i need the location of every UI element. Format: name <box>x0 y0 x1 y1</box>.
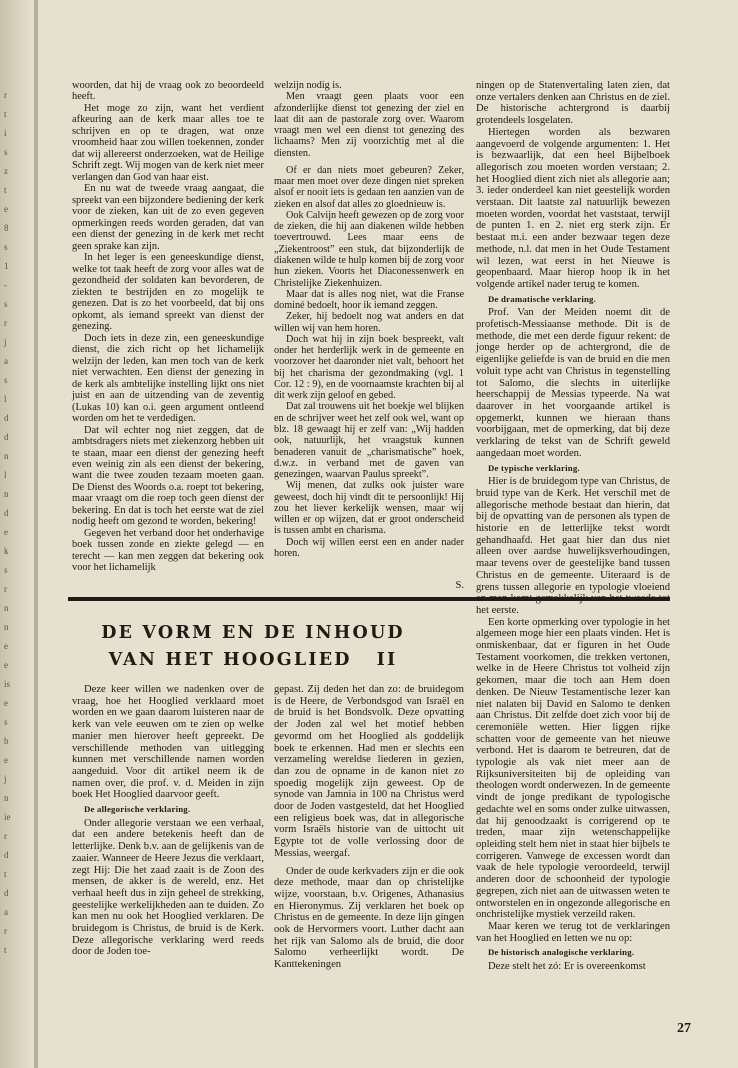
section-subheading: De typische verklaring. <box>488 462 580 473</box>
article-signature: S. <box>455 580 464 591</box>
facing-page-fragment: t <box>4 869 7 879</box>
facing-page-fragment: d <box>4 508 9 518</box>
article-signature-column <box>274 580 464 592</box>
book-spine <box>34 0 38 1068</box>
facing-page-fragment: e <box>4 527 8 537</box>
facing-page-fragment: r <box>4 831 7 841</box>
paragraph: Onder de oude kerkvaders zijn er die ook deze methode, maar dan op christelijke wijze, voorstaan, b.v. Origenes, Athanasius en Hieronymus. Zij verklaren het boek op Christus en de gemeente. In deze lijn gingen ook de Hervormers voort. Luther dacht aan het rijk van Salomo als de bruid, die door Salomo verheerlijkt wordt. De Kanttekeningen <box>274 865 464 971</box>
facing-page-fragment: n <box>4 489 9 499</box>
section-divider-rule <box>68 597 670 601</box>
facing-page-fragment: j <box>4 337 7 347</box>
paragraph: gepast. Zij deden het dan zo: de bruidegom is de Heere, de Verbondsgod van Israël en de bruid is het Bondsvolk. Deze opvatting der Joden zal wel het motief hebben gevormd om het Hooglied als goddelijk boek te erkennen. Had men er slechts een verzameling wereldse liederen in gezien, dan zou de opname in de kanon niet zo spoedig mogelijk zijn geweest. Op de synode van Jamnia in 100 na Christus werd door de Joden vastgesteld, dat het Hooglied een religieus boek was, dat in allegorische vorm Israëls historie van de uittocht uit Egypte tot de volle verlossing door de Messias, weergaf. <box>274 684 464 859</box>
paragraph: Zeker, hij bedoelt nog wat anders en dat willen wij van hem horen. <box>274 311 464 334</box>
facing-page-fragment: s <box>4 147 8 157</box>
paragraph: Prof. Van der Meiden noemt dit de profetisch-Messiaanse methode. Dit is de methode, die met een derde figuur rekent: de jonge herder op de achtergrond, die de eigenlijke geliefde is van de bruid en die men voluit type acht van Christus in tegenstelling tot Salomo, die slechts in uiterlijke heerschappij de Messias typeerde. Na wat daarover in het voorgaande artikel is opgemerkt, kunnen we hieraan thans voorbijgaan, met de opmerking, dat bij deze verklaring de tekst van de Schrift geweld aangedaan moet worden. <box>476 307 670 459</box>
paragraph: Dat wil echter nog niet zeggen, dat de ambtsdragers niets met ziekenzorg hebben uit te staan, maar een dienst der genezing heeft even weinig zin als een dienst der bekering, want die twee zouden tezaam moeten gaan. De Dienst des Woords o.a. roept tot bekering, maar vraagt om die roep toch geen dienst der bekering. En dat is toch het eerste wat de ziel nodig heeft om gezond te worden, bekering! <box>72 424 264 528</box>
facing-page-fragment: r <box>4 90 7 100</box>
facing-page-fragment: n <box>4 451 9 461</box>
article-column-bottom-middle <box>274 684 464 971</box>
facing-page-fragment: e <box>4 660 8 670</box>
paragraph: Of er dan niets moet gebeuren? Zeker, maar men moet over deze dingen niet spreken alsof er nooit iets is gedaan ten aanzien van de zieken en alsof dat alles zo gloednieuw is. <box>274 164 464 210</box>
paragraph: Onder allegorie verstaan we een verhaal, dat een andere betekenis heeft dan de letterlijke. Denk b.v. aan de gelijkenis van de zaaier. Wanneer de Heere Jezus die verklaart, zegt Hij: Die het zaad zaait is de Zoon des mensen, de akker is de wereld, enz. Het verhaal heeft dus in zijn geheel de strekking, geestelijke werkelijkheden aan te duiden. Zo kan men nu ook het Hooglied verklaren. De bruidegom is Christus, de bruid is de Kerk. Deze allegorische verklaring werd reeds door de Joden toe- <box>72 817 264 958</box>
paragraph: En nu wat de tweede vraag aangaat, die spreekt van een bijzondere bediening der kerk voor de zieken, kan uit de zo even gegeven opmerkingen reeds worden geraden, dat van een dienst der genezing in de kerk met recht geen sprake kan zijn. <box>72 183 264 252</box>
facing-page-fragment: s <box>4 717 8 727</box>
paragraph: Het moge zo zijn, want het verdient afkeuring aan de kerk maar alles toe te schrijven en op te dragen, wat onze vroomheid haar zou willen toekennen, zonder dat wij allereerst onderzoeken, wat de Heilige Schrift zegt. Wij mogen van de kerk niet meer verlangen dan God van haar eist. <box>72 102 264 183</box>
facing-page-fragment: e <box>4 698 8 708</box>
facing-page-fragment: s <box>4 242 8 252</box>
facing-page-fragment: s <box>4 565 8 575</box>
facing-page-fragment: a <box>4 356 8 366</box>
paragraph: Dat zal trouwens uit het boekje wel blijken en de schrijver weet het zelf ook wel, want op blz. 18 gewaagt hij er zelf van: „Wij hadden ook, natuurlijk, het vraagstuk kunnen benaderen vanuit de „charismatische” hoek, d.w.z. in verband met de gaven van genezingen, waarvan Paulus spreekt”. <box>274 401 464 481</box>
paragraph: Hiertegen worden als bezwaren aangevoerd de volgende argumenten: 1. Het is bezwaarlijk, dat een heel Bijbelboek allegorisch zou moeten worden verstaan; 2. het Hooglied dient zich niet als allegorie aan; 3. ieder onderdeel kan niet geestelijk worden verstaan. Dit laatste zal natuurlijk bewezen moeten worden, voordat het vaststaat, terwijl de punten 1. en 2. niet erg sterk zijn. Er bestaat m.i. een ander bezwaar tegen deze methode, n.l. dat men in het Oude Testament wil lezen, wat eerst in het Nieuwe is geopenbaard. Maar hierop hoop ik in het volgende artikel nader terug te komen. <box>476 126 670 290</box>
facing-page-fragment: s <box>4 375 8 385</box>
facing-page-fragment: z <box>4 166 8 176</box>
section-subheading: De historisch analogische verklaring. <box>488 947 635 958</box>
facing-page-fragment: ie <box>4 812 11 822</box>
article-column-top-middle <box>274 80 464 559</box>
paragraph: Doch wat hij in zijn boek bespreekt, valt onder het herderlijk werk in de gemeente en voorzover het daaronder niet valt, behoort het bij het charisma der gezondmaking (vgl. 1 Cor. 12 : 9), en de voornaamste krachten bij al dit werk zijn geloof en gebed. <box>274 333 464 402</box>
page-number: 27 <box>677 1021 691 1036</box>
paragraph: In het leger is een geneeskundige dienst, welke tot taak heeft de zorg voor alles wat de gezondheid der soldaten kan bevorderen, de ziekten te bestrijden en zo mogelijk te genezen. Dat is zo het voorbeeld, dat bij ons opkomt, als iemand spreekt van dienst der genezing. <box>72 252 264 333</box>
paragraph: Maar keren we terug tot de verklaringen van het Hooglied en letten we nu op: <box>476 920 670 944</box>
facing-page-fragment: d <box>4 850 9 860</box>
facing-page-fragment: r <box>4 584 7 594</box>
headline-line-2: VAN HET HOOGLIED II <box>108 650 398 670</box>
section-subheading: De allegorische verklaring. <box>84 804 191 815</box>
paragraph: Hier is de bruidegom type van Christus, de bruid type van de Kerk. Het verschil met de allegorische methode bestaat dan hierin, dat bij de opvatting van de personen als typen de historie en de letterlijke tekst wordt gehandhaafd. Het gaat hier dan dus niet alleen over aardse huwelijksverhoudingen, maar tevens over de geestelijke band tussen Christus en de gemeente. Uiteraard is de grens tussen allegorie en typologie vloeiend het eerste. <box>476 476 670 616</box>
facing-page-fragment: t <box>4 945 7 955</box>
facing-page-fragment: d <box>4 413 9 423</box>
facing-page-fragment: d <box>4 888 9 898</box>
facing-page-fragment: l <box>4 394 7 404</box>
facing-page-fragment: l <box>4 470 7 480</box>
article-column-bottom-left <box>72 684 264 958</box>
facing-page-fragment: r <box>4 926 7 936</box>
paragraph: Maar dat is alles nog niet, wat die Franse dominé bedoelt, hoor ik iemand zeggen. <box>274 288 464 312</box>
facing-page-fragment: i <box>4 128 7 138</box>
paragraph: Een korte opmerking over typologie in het algemeen moge hier een plaats vinden. Het is onmiskenbaar, dat er figuren in het Oude Testament voorkomen, die trekken vertonen, welke in de Heere Christus tot volheid zijn gekomen, maar die toch aan Hem doen denken. De Nieuw Testamentische lezer kan niet nalaten bij David en Salomo te denken aan Christus. Dit zelfde doet zich voor bij de ceremoniële wetten. Hier liggen rijke schatten voor de gemeente van het nieuwe verbond. Het is daarom te betreuren, dat de typologie als vak niet meer aan de Rijksuniversiteiten bij de opleiding van theologen wordt onderwezen. In de gemeente vindt de jonge predikant de typologische gedachte wel en soms onder zulke uitwassen, dat hij genoodzaakt is corrigerend op te treden, maar zijn wetenschappelijke opleiding stelt hem niet in staat hier bijbels te corrigeren. Vanwege de excessen wordt dan vaak de hele typologie veroordeeld, terwijl anderen door de schoonheid der typologie gegrepen, zich niet aan de uitwassen weten te ontworstelen en in ongezonde allegorische en onchristelijke mystiek verzeild raken. <box>476 616 670 921</box>
paragraph: Deze keer willen we nadenken over de vraag, hoe het Hooglied verklaard moet worden en we gaan daarom luisteren naar de kerk van vele eeuwen om te zien op welke manier men hierover heeft gepreekt. De verschillende methoden van uitlegging kunnen met verschillende namen worden aangeduid. Voor dit artikel neem ik de namen over, die prof. v. d. Meiden in zijn boek Het Hooglied daarvoor geeft. <box>72 684 264 801</box>
facing-page-fragment: n <box>4 793 9 803</box>
paragraph: Men vraagt geen plaats voor een afzonderlijke dienst tot genezing der ziel en laat dit aan de pastorale zorg over. Waarom vraagt men wel een dienst tot genezing des lichaams? Men zij voorzichtig met al die diensten. <box>274 91 464 159</box>
facing-page-fragment: s <box>4 299 8 309</box>
facing-page-fragment: a <box>4 907 8 917</box>
facing-page-fragment: b <box>4 736 9 746</box>
article-column-right <box>476 80 670 973</box>
facing-page-fragment: k <box>4 546 9 556</box>
facing-page-fragment: e <box>4 755 8 765</box>
paragraph: Wij menen, dat zulks ook juister ware geweest, doch hij vindt dit te persoonlijk! Hij zou het liever kerkelijk wensen, maar wij willen er op wijzen, dat er groot onderscheid is tussen ambt en charisma. <box>274 480 464 537</box>
facing-page-fragment: n <box>4 603 9 613</box>
paragraph: woorden, dat hij de vraag ook zo beoordeeld heeft. <box>72 80 264 103</box>
facing-page-fragment: j <box>4 774 7 784</box>
article-column-top-left <box>72 80 264 574</box>
facing-page-fragment: is <box>4 679 11 689</box>
paragraph: Ook Calvijn heeft gewezen op de zorg voor de zieken, die hij aan diakenen wilde hebben toevertrouwd. Lees maar eens de „Ziekentroost” een stuk, dat bijzonderlijk de diakenen wilde te hulp komen bij de zorg voor hun zieken. Voorts het Diaconessenwerk en Christelijke Ziekenhuizen. <box>274 209 464 289</box>
facing-page-fragment: d <box>4 432 9 442</box>
facing-page-fragment: t <box>4 109 7 119</box>
article-headline <box>68 620 438 674</box>
paragraph: Doch wij willen eerst een en ander nader horen. <box>274 536 464 559</box>
facing-page-fragment: n <box>4 622 9 632</box>
paragraph: ningen op de Statenvertaling laten zien, dat onze vertalers denken aan Christus en de ziel. De historische achtergrond is daarbij grotendeels losgelaten. <box>476 80 670 127</box>
facing-page-edge <box>0 0 34 1068</box>
paragraph: Gegeven het verband door het onderhavige boek tussen zonde en ziekte gelegd — en terecht — kan men zeggen dat bekering ook voor het lichamelijk <box>72 527 264 574</box>
facing-page-fragment: r <box>4 318 7 328</box>
facing-page-fragment: t <box>4 185 7 195</box>
facing-page-fragment: 8 <box>4 223 9 233</box>
paragraph: Deze stelt het zó: Er is overeenkomst <box>488 961 646 973</box>
section-subheading: De dramatische verklaring. <box>488 293 597 304</box>
facing-page-fragment: 1 <box>4 261 9 271</box>
headline-line-1: DE VORM EN DE INHOUD <box>101 623 405 643</box>
paragraph: Doch iets in deze zin, een geneeskundige dienst, die zich richt op het lichamelijk welzijn der leden, kan men toch van de kerk niet verwachten. Een dienst der genezing in de kerk als ambtelijke instelling lijkt ons niet juist en aan de uitzending van de zeventig (Lukas 10) kan o.i. geen argument ontleend worden om het te verdedigen. <box>72 332 264 425</box>
facing-page-fragment: - <box>4 280 7 290</box>
facing-page-fragment: e <box>4 204 8 214</box>
facing-page-fragment: e <box>4 641 8 651</box>
paragraph: welzijn nodig is. <box>274 80 342 91</box>
